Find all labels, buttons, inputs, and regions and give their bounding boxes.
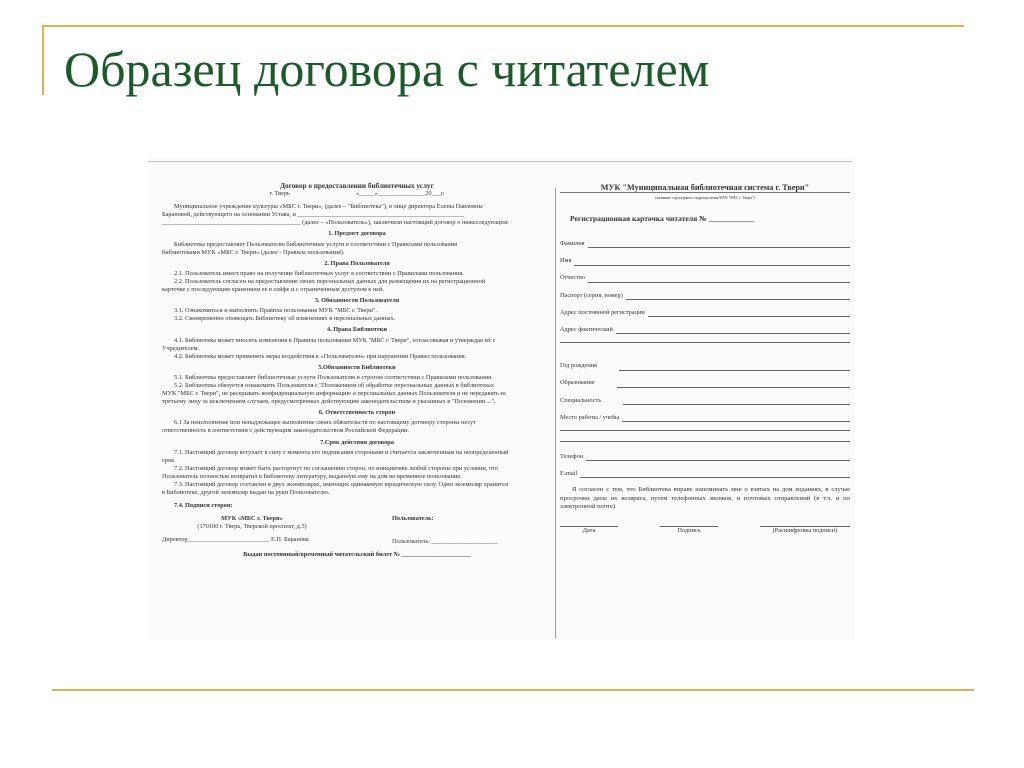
card-org-subtitle: (название структурного подразделения МУК "МБС г. Твери") [560,192,850,202]
section-title: 4. Права Библиотеки [326,326,388,334]
org-address: (170100 г. Тверь, Тверской проспект, д.5) [197,523,307,531]
section-line: 4.1. Библиотека может вносить изменения в Правила пользования МУК "МБС г. Твери", согласовывая и утверждая их с [174,336,496,344]
slide-title: Образец договора с читателем [64,41,710,97]
section-line: 5.2. Библиотека обязуется ознакомить Пользователя с "Положением об обработке персональных данных в библиотеках [174,381,494,389]
scan-top-line [148,161,852,162]
user-signature: Пользователь: _____________________ [392,538,498,546]
blank-line [560,334,850,343]
library-ticket-line: Выдан постоянный/временный читательский билет № ______________________ [243,551,471,559]
section-line: 6.1 За неисполнение или ненадлежащее выполнение своих обязательств по настоящему договору стороны несут [174,419,476,427]
field-education: Образование [560,371,850,388]
section-line: карточке с последующим хранением ее в сейфе и с ограниченным доступом к ней. [162,286,385,294]
blank-line [560,433,850,442]
contract-intro-line: ____________________________________________ (далее – «Пользователь»), заключили настоящий договор о нижеследующем: [162,219,509,227]
section-line: Пользователь полностью возвратил в Библиотеку литературу, выданную ему на дом во временное пользование. [162,472,462,480]
section-line: срок. [162,456,176,464]
field-email: E-mail [560,461,850,478]
section-line: 3.1. Ознакомиться и выполнять Правила пользования МУК "МБС г. Твери". [174,307,378,315]
top-rule [42,25,964,27]
card-heading: Регистрационная карточка читателя № ____________ [570,213,755,223]
consent-text: Я согласен с тем, что Библиотека вправе напоминать мне о взятых на дом изданиях, в случае просрочки даты их возврата, путем телефонных звонков, и почтовых отправлений (в т.ч. и по электронной почте) [560,486,850,511]
section-line: 5.1. Библиотека предоставляет библиотечные услуги Пользователю в строгом соответствии с Правилами пользования. [174,373,493,381]
contract-city-date: г. Тверь «_____»_______________20___г. [269,190,445,198]
section-line: ответственность в соответствии с действующим законодательством Российской Федерации. [162,427,409,435]
page-divider [555,188,556,638]
section-line: Библиотека предоставляет Пользователю библиотечные услуги в соответствии с Правилами пользования [174,240,458,248]
section-line: в Библиотеке, другой экземпляр выдан на руки Пользователю. [162,489,330,497]
card-signature-row [560,526,850,535]
sign-signature: Подпись [660,526,718,535]
section-title: 7.Срок действия договора [320,438,394,446]
field-patronymic: Отчество [560,266,850,283]
bottom-rule [52,689,974,691]
section-line: МУК "МБС г. Твери", не раскрывать конфиденциальную информацию о персональных данных Пользователя и не передавать ее [162,390,506,398]
director-signature: Директор__________________________ Е.П. Баранова [162,536,309,544]
field-registration-address: Адрес постоянной регистрации [560,300,850,317]
section-title: 1. Предмет договора [328,230,386,238]
section-line: Учредителем. [162,344,200,352]
registration-card [560,184,850,535]
sign-decode: (Расшифровка подписи) [760,526,850,535]
sign-date: Дата [560,526,618,535]
org-name: МУК «МБС г. Твери» [221,515,283,523]
blank-line [560,422,850,431]
field-specialty: Специальность [560,388,850,405]
section-title: 6. Ответственность сторон [318,409,396,417]
contract-scan [148,158,854,640]
section-line: 7.2. Настоящий договор может быть расторгнут по соглашению сторон, по инициативе любой стороны при условии, что [174,464,498,472]
user-label: Пользователь: [392,515,434,523]
contract-heading: Договор о предоставлении библиотечных услуг [280,182,434,190]
signatures-title: 7.4. Подписи сторон: [174,502,233,510]
section-line: 3.2. Своевременно оповещать Библиотеку об изменениях в персональных данных. [174,315,396,323]
field-first-name: Имя [560,248,850,265]
user-signature-block [392,515,552,546]
field-workplace: Место работы / учебы [560,405,850,422]
section-line: третьему лицу за исключением случаев, предусмотренных действующим законодательством и указанных в "Положении…". [162,398,496,406]
signatures-row [162,515,552,546]
field-phone: Телефон [560,444,850,461]
contract-page [162,182,552,560]
section-line: 4.2. Библиотека может применять меры воздействия к «Пользователю» при нарушении Правил пользования. [174,352,467,360]
section-line: 2.1. Пользователь имеет право на получение библиотечных услуг в соответствии с Правилами пользования. [174,269,464,277]
field-birth-year: Год рождения [560,353,850,370]
card-org-title: МУК "Муниципальная библиотечная система г. Твери" [600,183,810,192]
section-line: 7.1. Настоящий договор вступает в силу с момента его подписания сторонами и считается заключенным на неопределенный [174,448,509,456]
section-title: 2. Права Пользователя [324,259,390,267]
section-line: 7.3. Настоящий договор составлен в двух экземплярах, имеющих одинаковую юридическую силу. Один экземпляр хранится [174,481,508,488]
left-rule [42,25,44,95]
section-line: 2.2. Пользователь согласен на предоставление своих персональных данных для размещения их на регистрационной [174,277,486,285]
field-actual-address: Адрес фактический [560,317,850,334]
org-signature-block [162,515,342,546]
field-surname: Фамилия [560,231,850,248]
section-title: 3. Обязанности Пользователя [314,297,400,305]
section-line: библиотеками МУК «МБС г. Твери» (далее - Правила пользования). [162,248,345,256]
field-passport: Паспорт (серия, номер) [560,283,850,300]
section-title: 5.Обязанности Библиотеки [318,363,396,371]
contract-intro-line: Муниципальное учреждение культуры «МБС г. Твери», (далее – "Библиотека"), в лице директора Елены Павловны [174,203,483,211]
contract-intro-line: Барановой, действующего на основании Устава, и _____________________________________________________ [162,211,465,219]
